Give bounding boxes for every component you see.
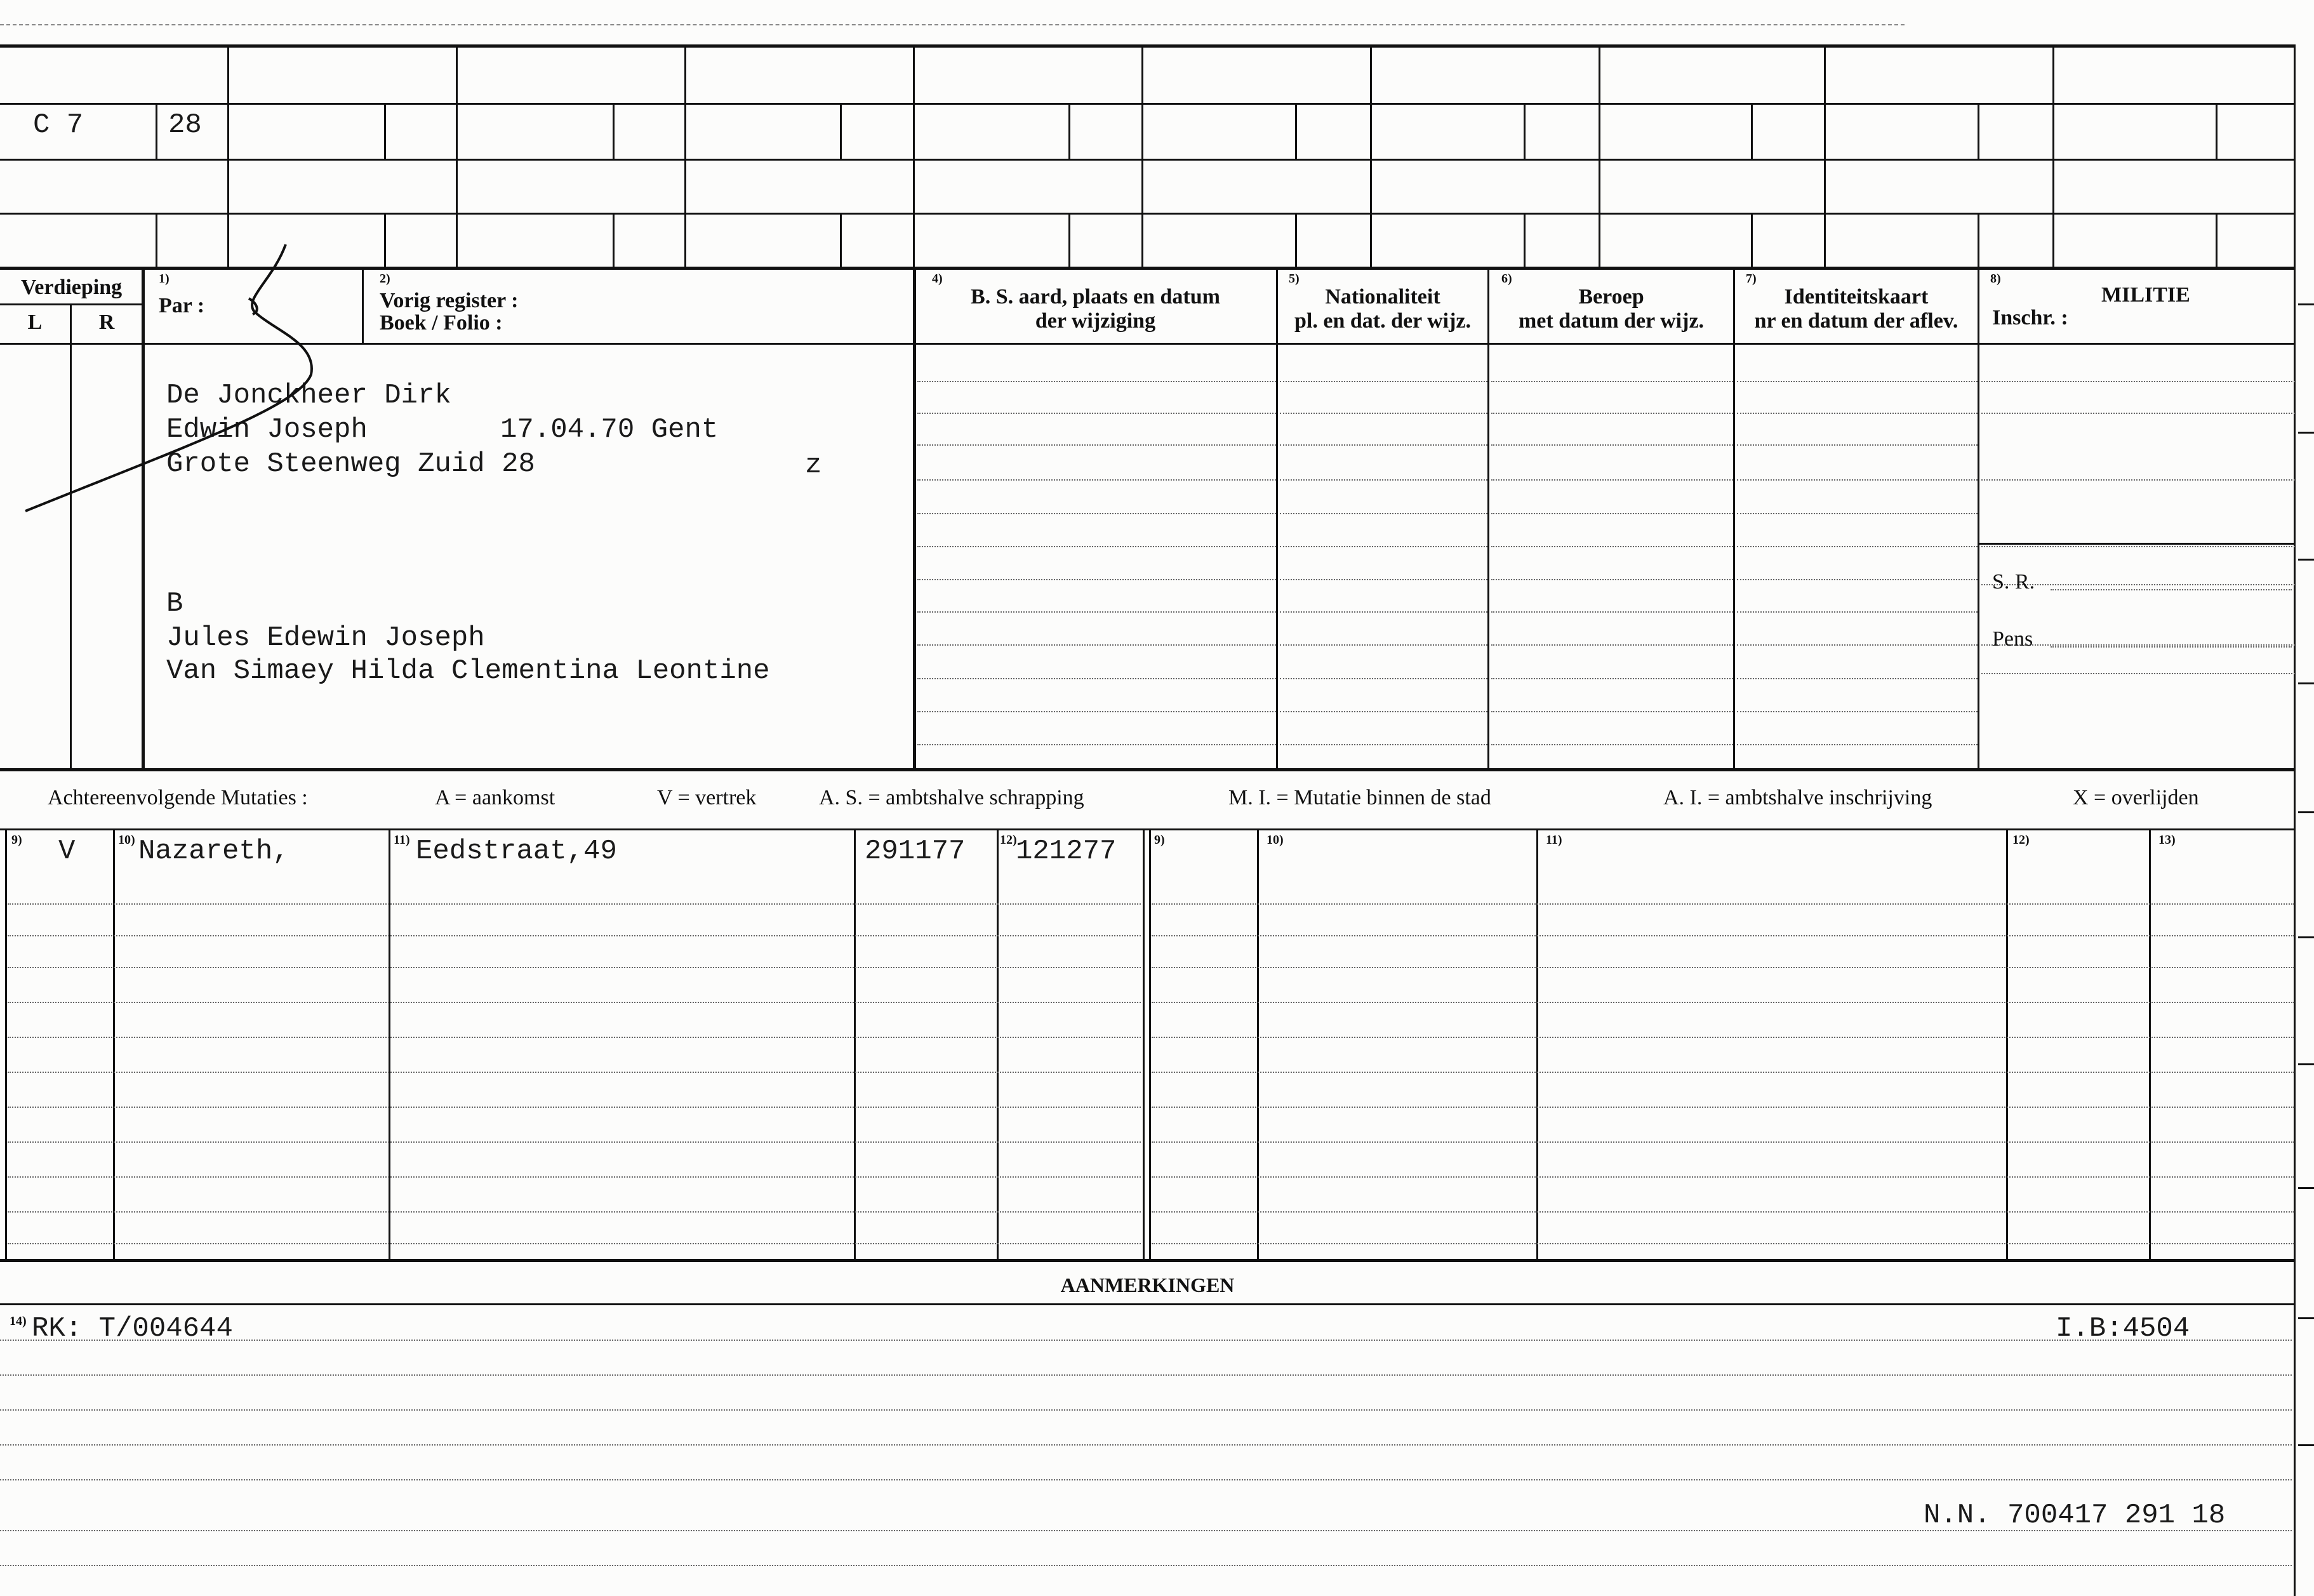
dotted-writing-line: [0, 1409, 2292, 1411]
dotted-writing-line: [8, 1211, 1141, 1213]
dotted-writing-line: [8, 903, 1141, 905]
bs-header: B. S. aard, plaats en datum: [971, 285, 1220, 309]
floor-mark: z: [805, 449, 822, 481]
person-birth: 17.04.70 Gent: [500, 414, 719, 446]
rule-line: [2298, 303, 2314, 305]
rule-line: [2006, 828, 2008, 1259]
legend-bottom-line: [0, 828, 2295, 830]
dotted-writing-line: [1152, 1211, 2294, 1213]
column-number: 14): [10, 1314, 27, 1328]
rule-line: [1536, 828, 1538, 1259]
mutation-date-2: 121277: [1016, 835, 1117, 867]
dotted-writing-line: [8, 1141, 1141, 1143]
rule-line: [113, 828, 115, 1259]
dotted-writing-line: [1152, 903, 2294, 905]
bs-header-2: der wijziging: [1035, 309, 1156, 333]
floor-right-header: R: [98, 310, 115, 334]
rule-line: [2298, 811, 2314, 813]
rule-line: [854, 828, 856, 1259]
rule-line: [1257, 828, 1259, 1259]
id-card-header-2: nr en datum der aflev.: [1754, 309, 1958, 333]
column-number: 10): [1267, 833, 1284, 847]
rule-line: [2298, 1444, 2314, 1446]
dotted-writing-line: [0, 1530, 2292, 1531]
remarks-title: AANMERKINGEN: [1060, 1273, 1235, 1296]
rule-line: [2298, 682, 2314, 684]
column-number: 12): [1000, 833, 1017, 847]
mutation-type: V: [58, 835, 76, 867]
mutation-place: Nazareth,: [138, 835, 289, 867]
house-number: 28: [168, 109, 202, 141]
legend-departure: V = vertrek: [657, 786, 757, 809]
dotted-writing-line: [8, 1176, 1141, 1178]
dotted-writing-line: [8, 1107, 1141, 1108]
rule-line: [2298, 432, 2314, 434]
id-card-header: Identiteitskaart: [1784, 285, 1929, 309]
dotted-writing-line: [0, 1340, 2292, 1341]
mutation-street: Eedstraat,49: [416, 835, 617, 867]
nationality-header-2: pl. en dat. der wijz.: [1294, 309, 1471, 333]
rule-line: [389, 828, 390, 1259]
rule-line: [1149, 828, 1151, 1259]
legend-arrival: A = aankomst: [435, 786, 555, 809]
dotted-writing-line: [0, 1444, 2292, 1446]
floor-header: Verdieping: [20, 276, 123, 299]
dotted-writing-line: [8, 1002, 1141, 1003]
column-number: 6): [1501, 272, 1512, 286]
dotted-writing-line: [8, 935, 1141, 936]
column-number: 1): [159, 272, 170, 286]
rule-line: [5, 828, 7, 1259]
person-father: Jules Edewin Joseph: [166, 622, 485, 654]
militia-sr-label: S. R.: [1992, 570, 2035, 594]
profession-header: Beroep: [1578, 285, 1644, 309]
par-label: Par :: [159, 294, 205, 317]
dotted-writing-line: [1152, 1176, 2294, 1178]
dotted-writing-line: [8, 1037, 1141, 1038]
column-number: 5): [1289, 272, 1300, 286]
person-given-names: Edwin Joseph: [166, 414, 368, 446]
column-number: 12): [2012, 833, 2030, 847]
column-number: 7): [1746, 272, 1757, 286]
person-mother: Van Simaey Hilda Clementina Leontine: [166, 655, 770, 687]
floor-left-header: L: [27, 310, 43, 334]
column-number: 4): [932, 272, 943, 286]
column-number: 9): [1154, 833, 1165, 847]
rule-line: [2149, 828, 2151, 1259]
previous-register-label: Vorig register :: [380, 289, 519, 312]
dotted-writing-line: [1152, 935, 2294, 936]
legend-internal-move: M. I. = Mutatie binnen de stad: [1228, 786, 1491, 809]
militia-header: MILITIE: [2101, 283, 2190, 307]
mutations-bottom-line: [0, 1259, 2295, 1262]
nationality-header: Nationaliteit: [1325, 285, 1440, 309]
column-number: 2): [380, 272, 390, 286]
person-address: Grote Steenweg Zuid 28: [166, 448, 535, 480]
column-number: 11): [1546, 833, 1562, 847]
person-surname: De Jonckheer Dirk: [166, 380, 451, 411]
household-marker: B: [166, 588, 183, 620]
legend-official-registration: A. I. = ambtshalve inschrijving: [1663, 786, 1932, 809]
dotted-writing-line: [0, 1479, 2292, 1480]
rule-line: [2298, 1317, 2314, 1319]
rule-line: [2298, 936, 2314, 938]
dotted-writing-line: [1152, 1141, 2294, 1143]
rule-line: [2298, 1063, 2314, 1065]
mutations-title: Achtereenvolgende Mutaties :: [48, 786, 308, 809]
legend-official-removal: A. S. = ambtshalve schrapping: [819, 786, 1084, 809]
remarks-nn: N.N. 700417 291 18: [1924, 1500, 2226, 1531]
remarks-rk: RK: T/004644: [32, 1313, 233, 1345]
book-folio-label: Boek / Folio :: [380, 311, 503, 335]
column-number: 11): [394, 833, 410, 847]
rule-line: [997, 828, 999, 1259]
column-number: 9): [11, 833, 22, 847]
column-number: 13): [2158, 833, 2176, 847]
profession-header-2: met datum der wijz.: [1518, 309, 1705, 333]
dotted-writing-line: [1152, 1243, 2294, 1244]
dotted-writing-line: [1152, 1002, 2294, 1003]
rule-line: [2298, 559, 2314, 561]
dotted-writing-line: [1152, 967, 2294, 968]
rule-line: [2298, 1187, 2314, 1189]
dotted-writing-line: [0, 1374, 2292, 1376]
block-code: C 7: [33, 109, 84, 141]
dotted-writing-line: [1152, 1072, 2294, 1073]
dotted-writing-line: [8, 1072, 1141, 1073]
remarks-ib: I.B:4504: [2056, 1313, 2190, 1345]
column-number: 10): [118, 833, 135, 847]
legend-death: X = overlijden: [2073, 786, 2199, 809]
dotted-writing-line: [1152, 1107, 2294, 1108]
dotted-writing-line: [1152, 1037, 2294, 1038]
militia-pens-label: Pens: [1992, 627, 2033, 651]
mutation-date-1: 291177: [865, 835, 966, 867]
remarks-header-line: [0, 1303, 2295, 1305]
dotted-writing-line: [8, 967, 1141, 968]
column-number: 8): [1990, 272, 2001, 286]
dotted-writing-line: [8, 1243, 1141, 1244]
rule-line: [1143, 828, 1145, 1259]
dotted-writing-line: [0, 1565, 2292, 1566]
militia-inschr-label: Inschr. :: [1992, 306, 2068, 329]
